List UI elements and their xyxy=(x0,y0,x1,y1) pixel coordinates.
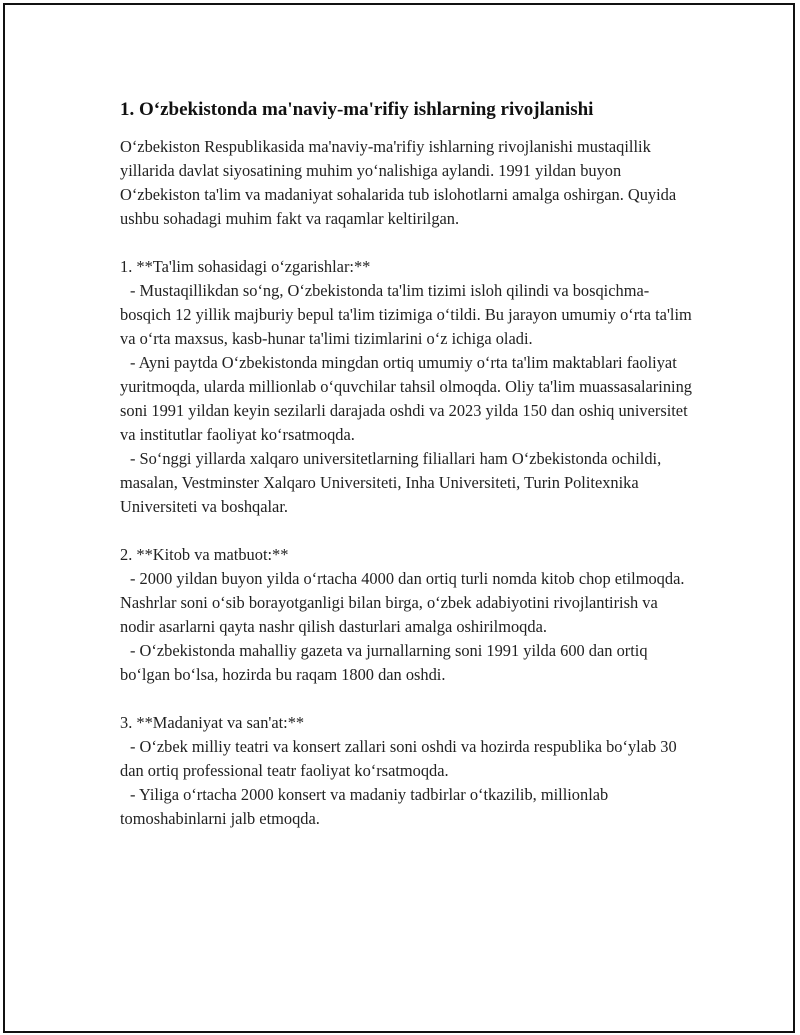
section-culture-art xyxy=(120,711,692,831)
list-item: - O‘zbek milliy teatri va konsert zallari soni oshdi va hozirda respublika bo‘ylab 30 dan ortiq professional teatr faoliyat ko‘rsatmoqda. xyxy=(120,737,677,780)
page-frame xyxy=(3,3,795,1033)
intro-paragraph: O‘zbekiston Respublikasida ma'naviy-ma'rifiy ishlarning rivojlanishi mustaqillik yillarida davlat siyosatining muhim yo‘nalishiga aylandi. 1991 yildan buyon O‘zbekiston ta'lim va madaniyat sohalarida tub islohotlarni amalga oshirgan. Quyida ushbu sohadagi muhim fakt va raqamlar keltirilgan. xyxy=(120,137,677,228)
section-heading: 2. **Kitob va matbuot:** xyxy=(120,545,289,564)
section-heading: 3. **Madaniyat va san'at:** xyxy=(120,713,305,732)
list-item: - Ayni paytda O‘zbekistonda mingdan ortiq umumiy o‘rta ta'lim maktablari faoliyat yuritmoqda, ularda millionlab o‘quvchilar tahsil olmoqda. Oliy ta'lim muassasalarining soni 1991 yildan keyin sezilarli darajada oshdi va 2023 yilda 150 dan oshiq universitet va institutlar faoliyat ko‘rsatmoqda. xyxy=(120,353,692,444)
document-title: 1. O‘zbekistonda ma'naviy-ma'rifiy ishlarning rivojlanishi xyxy=(120,99,594,120)
list-item: - 2000 yildan buyon yilda o‘rtacha 4000 dan ortiq turli nomda kitob chop etilmoqda. Nashrlar soni o‘sib borayotganligi bilan birga, o‘zbek adabiyotini rivojlantirish va nodir asarlarni qayta nashr qilish dasturlari amalga oshirilmoqda. xyxy=(120,569,685,636)
section-books-press xyxy=(120,543,692,687)
list-item: - O‘zbekistonda mahalliy gazeta va jurnallarning soni 1991 yilda 600 dan ortiq bo‘lgan bo‘lsa, hozirda bu raqam 1800 dan oshdi. xyxy=(120,641,648,684)
section-heading: 1. **Ta'lim sohasidagi o‘zgarishlar:** xyxy=(120,257,371,276)
document-body xyxy=(120,97,692,831)
list-item: - Mustaqillikdan so‘ng, O‘zbekistonda ta'lim tizimi isloh qilindi va bosqichma-bosqich 12 yillik majburiy bepul ta'lim tizimiga o‘tildi. Bu jarayon umumiy o‘rta ta'lim va o‘rta maxsus, kasb-hunar ta'limi tizimlarini o‘z ichiga oladi. xyxy=(120,281,692,348)
list-item: - Yiliga o‘rtacha 2000 konsert va madaniy tadbirlar o‘tkazilib, millionlab tomoshabinlarni jalb etmoqda. xyxy=(120,785,609,828)
list-item: - So‘nggi yillarda xalqaro universitetlarning filiallari ham O‘zbekistonda ochildi, masalan, Vestminster Xalqaro Universiteti, Inha Universiteti, Turin Politexnika Universiteti va boshqalar. xyxy=(120,449,662,516)
section-education xyxy=(120,255,692,519)
